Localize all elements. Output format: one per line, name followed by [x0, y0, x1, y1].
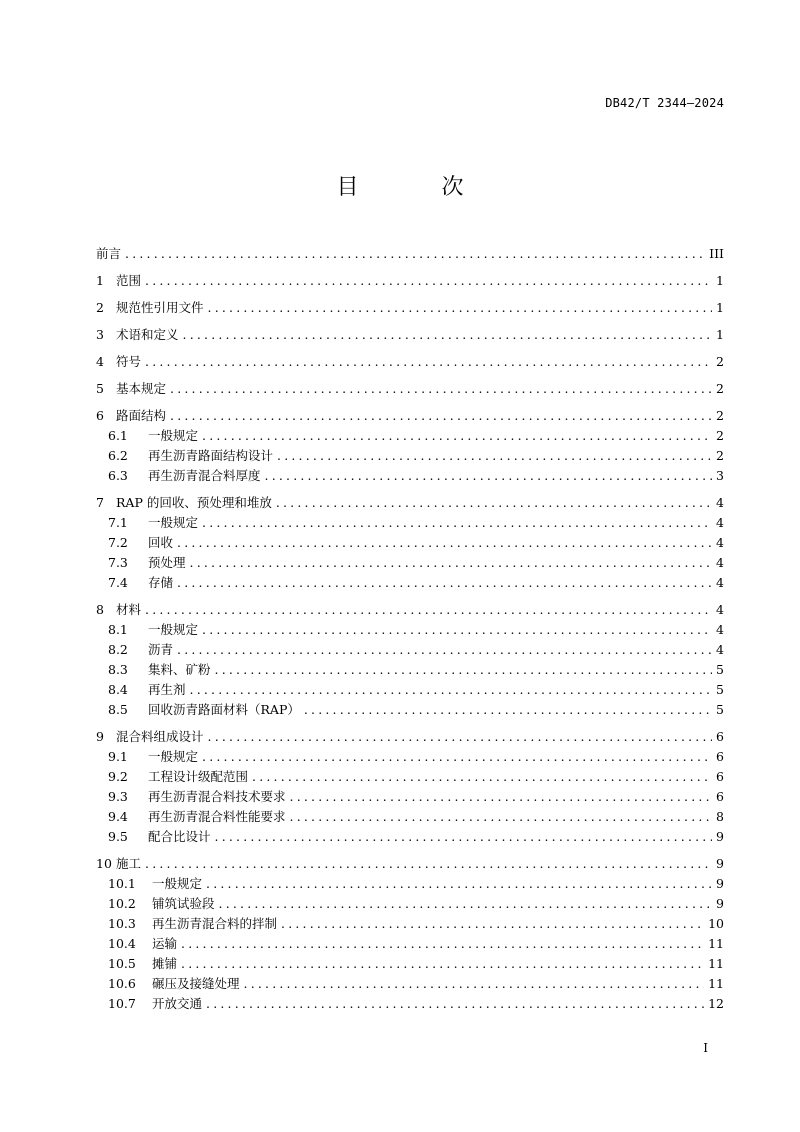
toc-entry-page: 5 [716, 702, 724, 717]
toc-entry-title: 再生沥青路面结构设计 [148, 448, 274, 463]
toc-entry[interactable] [96, 573, 724, 593]
toc-entry[interactable] [96, 954, 724, 974]
toc-entry-title: 运输 [152, 936, 178, 951]
toc-entry-number: 7.3 [108, 555, 128, 570]
toc-entry-number: 4 [96, 354, 104, 369]
toc-leader-dots [202, 513, 712, 533]
toc-entry-number: 7.2 [108, 535, 128, 550]
toc-entry-title: 一般规定 [148, 622, 199, 637]
toc-leader-dots [190, 680, 713, 700]
toc-entry-page: 5 [716, 662, 724, 677]
toc-entry-number: 10.3 [108, 916, 136, 931]
toc-entry-title: 符号 [116, 354, 142, 369]
toc-entry-title: 路面结构 [116, 408, 167, 423]
toc-entry-page: 10 [708, 916, 724, 931]
toc-entry-title: 一般规定 [148, 428, 199, 443]
toc-entry-number: 1 [96, 273, 104, 288]
toc-entry[interactable] [96, 244, 724, 264]
toc-entry-page: 1 [716, 273, 724, 288]
toc-entry-title: 预处理 [148, 555, 186, 570]
toc-entry-title: 一般规定 [148, 515, 199, 530]
toc-entry[interactable] [96, 747, 724, 767]
toc-leader-dots [145, 600, 712, 620]
table-of-contents [96, 244, 724, 1014]
toc-entry[interactable] [96, 493, 724, 513]
toc-entry[interactable] [96, 426, 724, 446]
toc-leader-dots [183, 325, 713, 345]
toc-entry-number: 10.7 [108, 996, 136, 1011]
toc-entry-title: 回收 [148, 535, 174, 550]
toc-entry-page: 9 [716, 876, 724, 891]
toc-entry-number: 6.2 [108, 448, 128, 463]
toc-entry-page: 2 [716, 381, 724, 396]
toc-entry-title: 开放交通 [152, 996, 203, 1011]
toc-leader-dots [181, 934, 704, 954]
toc-entry-title: 再生沥青混合料的拌制 [152, 916, 278, 931]
toc-entry[interactable] [96, 600, 724, 620]
toc-entry[interactable] [96, 827, 724, 847]
toc-entry-number: 10 [96, 856, 112, 871]
document-code: DB42/T 2344—2024 [605, 96, 724, 110]
toc-entry-title: 再生剂 [148, 682, 186, 697]
toc-entry-page: 12 [708, 996, 724, 1011]
toc-entry-page: 2 [716, 354, 724, 369]
toc-entry-page: 4 [716, 515, 724, 530]
toc-entry-number: 10.5 [108, 956, 136, 971]
toc-entry-title: 集料、矿粉 [148, 662, 211, 677]
toc-entry-page: 1 [716, 300, 724, 315]
toc-entry-number: 9.1 [108, 749, 128, 764]
toc-entry[interactable] [96, 934, 724, 954]
toc-leader-dots [215, 827, 713, 847]
toc-leader-dots [208, 298, 713, 318]
toc-entry[interactable] [96, 807, 724, 827]
toc-leader-dots [170, 379, 712, 399]
toc-entry-number: 9.3 [108, 789, 128, 804]
toc-entry-title: 存储 [148, 575, 174, 590]
toc-entry[interactable] [96, 894, 724, 914]
toc-entry-number: 9.4 [108, 809, 128, 824]
toc-entry-number: 9.5 [108, 829, 128, 844]
toc-entry-title: 范围 [116, 273, 142, 288]
toc-entry-page: 4 [716, 622, 724, 637]
toc-entry-number: 8.2 [108, 642, 128, 657]
toc-leader-dots [252, 767, 712, 787]
toc-leader-dots [177, 533, 712, 553]
toc-leader-dots [170, 406, 712, 426]
toc-entry-number: 10.2 [108, 896, 136, 911]
toc-entry-page: 2 [716, 428, 724, 443]
toc-entry-title: 再生沥青混合料性能要求 [148, 809, 286, 824]
toc-entry-title: RAP 的回收、预处理和堆放 [116, 495, 272, 510]
toc-entry-page: 9 [716, 856, 724, 871]
toc-entry[interactable] [96, 553, 724, 573]
toc-entry[interactable] [96, 406, 724, 426]
toc-entry-number: 7.1 [108, 515, 128, 530]
toc-leader-dots [290, 807, 713, 827]
toc-entry-number: 6.1 [108, 428, 128, 443]
toc-entry-number: 7.4 [108, 575, 128, 590]
toc-leader-dots [202, 620, 712, 640]
toc-leader-dots [244, 974, 705, 994]
toc-entry-title: 铺筑试验段 [152, 896, 215, 911]
toc-entry-page: 4 [716, 602, 724, 617]
toc-leader-dots [206, 874, 712, 894]
toc-entry-number: 10.4 [108, 936, 136, 951]
toc-leader-dots [177, 573, 712, 593]
toc-entry-page: 11 [708, 976, 724, 991]
toc-leader-dots [290, 787, 713, 807]
toc-entry[interactable] [96, 974, 724, 994]
toc-entry-title: 前言 [96, 246, 122, 261]
toc-entry[interactable] [96, 379, 724, 399]
toc-entry-number: 8 [96, 602, 104, 617]
toc-leader-dots [181, 954, 704, 974]
toc-leader-dots [277, 446, 712, 466]
toc-entry-number: 7 [96, 495, 104, 510]
toc-entry-number: 9.2 [108, 769, 128, 784]
toc-entry-title: 沥青 [148, 642, 174, 657]
toc-entry-number: 8.4 [108, 682, 128, 697]
toc-entry-page: 8 [716, 809, 724, 824]
toc-leader-dots [206, 994, 704, 1014]
toc-entry-page: III [709, 246, 724, 261]
toc-entry[interactable] [96, 767, 724, 787]
toc-entry-page: 4 [716, 555, 724, 570]
toc-entry-number: 8.1 [108, 622, 128, 637]
toc-entry-title: 回收沥青路面材料（RAP） [148, 702, 300, 717]
toc-entry-page: 3 [716, 468, 724, 483]
toc-entry[interactable] [96, 533, 724, 553]
toc-entry-number: 8.3 [108, 662, 128, 677]
toc-entry-title: 工程设计级配范围 [148, 769, 249, 784]
toc-leader-dots [145, 271, 712, 291]
toc-entry-title: 碾压及接缝处理 [152, 976, 240, 991]
toc-leader-dots [145, 352, 712, 372]
toc-leader-dots [219, 894, 713, 914]
toc-entry-title: 材料 [116, 602, 142, 617]
toc-leader-dots [177, 640, 712, 660]
toc-leader-dots [145, 854, 712, 874]
toc-entry-number: 3 [96, 327, 104, 342]
toc-entry-title: 摊铺 [152, 956, 178, 971]
toc-leader-dots [265, 466, 713, 486]
toc-entry[interactable] [96, 994, 724, 1014]
toc-leader-dots [125, 244, 705, 264]
toc-entry-page: 2 [716, 448, 724, 463]
toc-entry-number: 6.3 [108, 468, 128, 483]
toc-entry[interactable] [96, 914, 724, 934]
toc-entry-title: 规范性引用文件 [116, 300, 204, 315]
toc-entry[interactable] [96, 271, 724, 291]
toc-entry[interactable] [96, 446, 724, 466]
toc-leader-dots [202, 747, 712, 767]
toc-entry-page: 6 [716, 729, 724, 744]
toc-leader-dots [202, 426, 712, 446]
toc-entry-title: 再生沥青混合料技术要求 [148, 789, 286, 804]
toc-entry-page: 4 [716, 642, 724, 657]
toc-entry-page: 2 [716, 408, 724, 423]
toc-entry[interactable] [96, 640, 724, 660]
toc-entry-page: 11 [708, 936, 724, 951]
toc-entry-title: 基本规定 [116, 381, 167, 396]
toc-entry-number: 6 [96, 408, 104, 423]
toc-entry-number: 10.1 [108, 876, 136, 891]
toc-entry-title: 施工 [116, 856, 142, 871]
toc-entry[interactable] [96, 352, 724, 372]
toc-entry[interactable] [96, 680, 724, 700]
toc-entry-title: 一般规定 [148, 749, 199, 764]
toc-entry-page: 9 [716, 896, 724, 911]
toc-entry-page: 4 [716, 535, 724, 550]
toc-entry-title: 再生沥青混合料厚度 [148, 468, 261, 483]
toc-entry[interactable] [96, 854, 724, 874]
toc-entry[interactable] [96, 660, 724, 680]
toc-leader-dots [281, 914, 704, 934]
toc-entry-title: 一般规定 [152, 876, 203, 891]
toc-entry-page: 9 [716, 829, 724, 844]
toc-entry[interactable] [96, 325, 724, 345]
toc-entry-title: 术语和定义 [116, 327, 179, 342]
toc-entry[interactable] [96, 700, 724, 720]
toc-leader-dots [208, 727, 713, 747]
page-number: I [703, 1041, 708, 1055]
toc-leader-dots [190, 553, 713, 573]
toc-entry[interactable] [96, 298, 724, 318]
toc-leader-dots [215, 660, 713, 680]
page-title: 目 次 [336, 175, 502, 200]
toc-entry[interactable] [96, 787, 724, 807]
toc-entry[interactable] [96, 466, 724, 486]
toc-entry-number: 5 [96, 381, 104, 396]
toc-entry-page: 6 [716, 749, 724, 764]
toc-entry-number: 2 [96, 300, 104, 315]
toc-entry[interactable] [96, 874, 724, 894]
toc-entry[interactable] [96, 513, 724, 533]
toc-entry-title: 混合料组成设计 [116, 729, 204, 744]
toc-entry-page: 11 [708, 956, 724, 971]
toc-entry[interactable] [96, 727, 724, 747]
toc-leader-dots [304, 700, 712, 720]
toc-entry[interactable] [96, 620, 724, 640]
toc-entry-page: 6 [716, 789, 724, 804]
toc-leader-dots [276, 493, 712, 513]
toc-entry-title: 配合比设计 [148, 829, 211, 844]
toc-entry-number: 9 [96, 729, 104, 744]
toc-entry-page: 6 [716, 769, 724, 784]
toc-entry-page: 5 [716, 682, 724, 697]
toc-entry-page: 4 [716, 495, 724, 510]
toc-entry-page: 1 [716, 327, 724, 342]
toc-entry-number: 8.5 [108, 702, 128, 717]
toc-entry-page: 4 [716, 575, 724, 590]
toc-entry-number: 10.6 [108, 976, 136, 991]
